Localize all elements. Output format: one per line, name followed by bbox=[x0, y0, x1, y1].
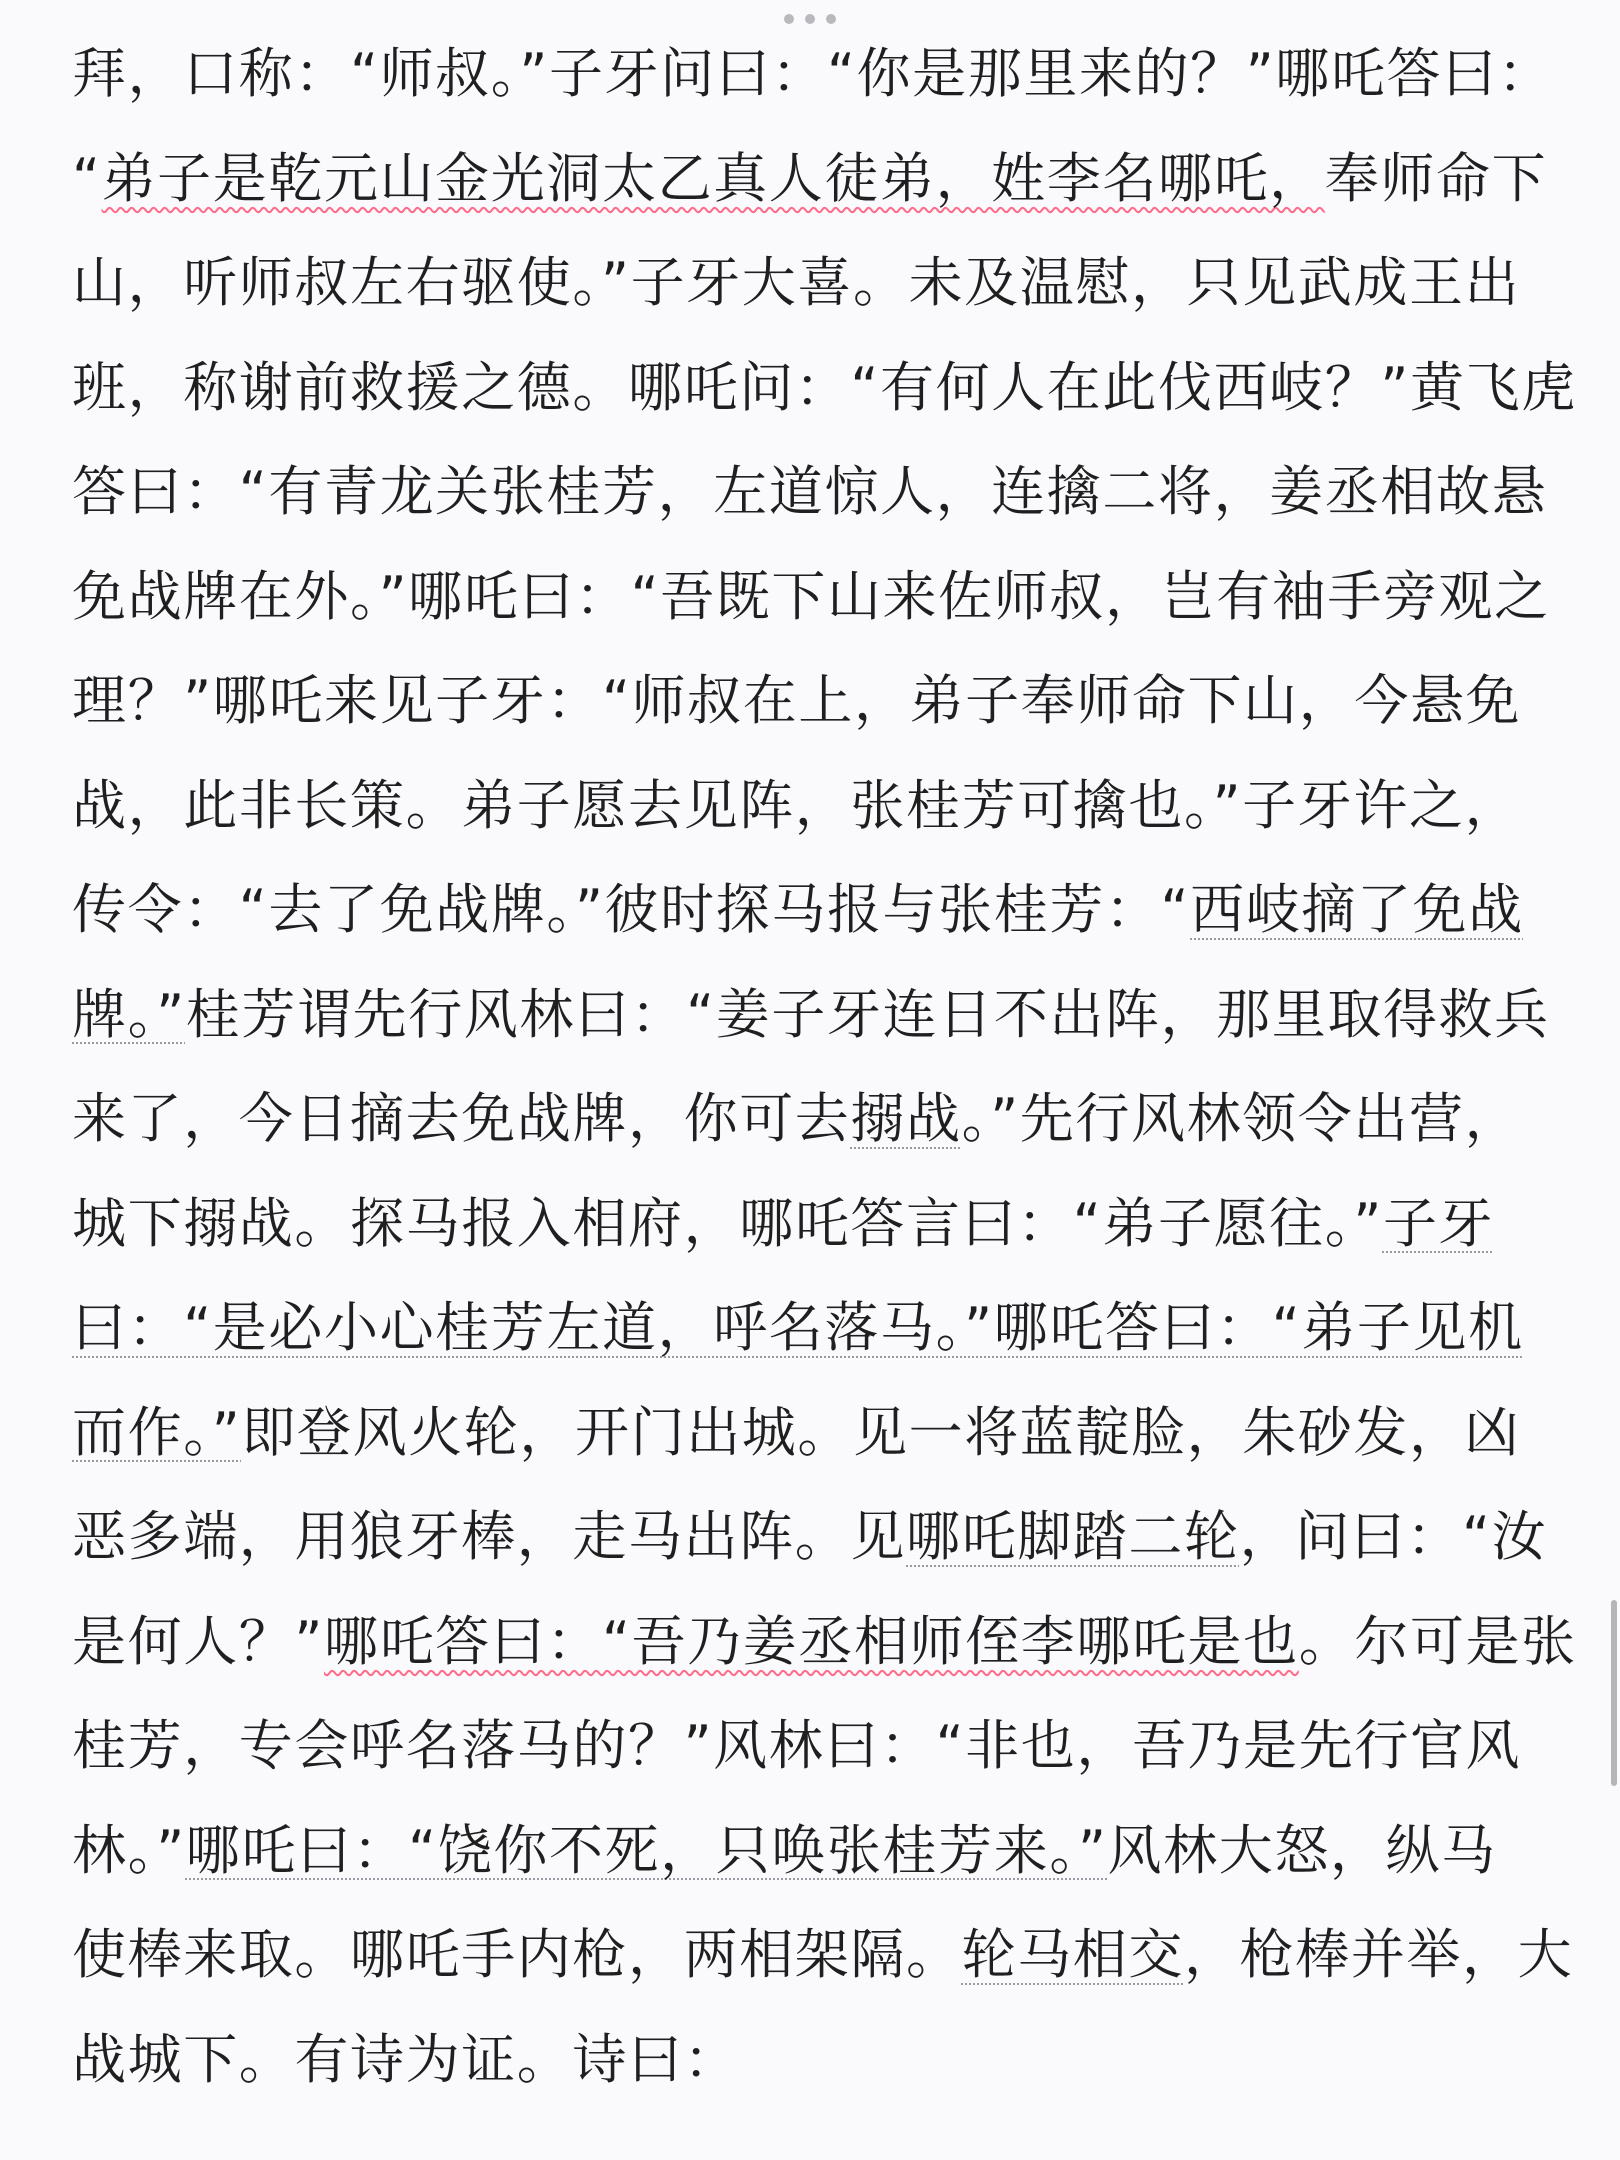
highlight-dotted[interactable]: 牌。” bbox=[72, 982, 186, 1046]
text-segment: 来了，今日摘去免战牌，你可去 bbox=[72, 1087, 851, 1150]
text-segment: 免战牌在外。”哪吒曰：“吾既下山来佐师叔，岂有袖手旁观之 bbox=[72, 564, 1550, 628]
text-segment: 林。” bbox=[72, 1818, 186, 1882]
grip-dot bbox=[826, 14, 836, 24]
text-segment: 桂芳谓先行风林曰：“姜子牙连日不出阵，那里取得救兵 bbox=[185, 982, 1550, 1046]
text-line bbox=[72, 238, 1548, 343]
text-line bbox=[72, 29, 1554, 134]
text-line bbox=[72, 1492, 1548, 1597]
text-line bbox=[72, 1283, 1548, 1388]
text-segment: 。尔可是张 bbox=[1298, 1609, 1577, 1673]
highlight-dotted[interactable]: 哪吒脚踏二轮 bbox=[906, 1505, 1240, 1568]
text-segment: 战，此非长策。弟子愿去见阵，张桂芳可擒也。”子牙许之， bbox=[72, 773, 1521, 837]
text-segment: 即登风火轮，开门出城。见一将蓝靛脸，朱砂发，凶 bbox=[241, 1400, 1521, 1464]
text-line bbox=[72, 656, 1548, 761]
text-line bbox=[72, 1597, 1577, 1702]
text-segment: “ bbox=[72, 146, 102, 210]
grip-dot bbox=[805, 14, 815, 24]
text-segment: 城下搦战。探马报入相府，哪吒答言曰：“弟子愿往。” bbox=[72, 1191, 1383, 1255]
text-line bbox=[72, 552, 1548, 657]
vertical-scrollbar[interactable] bbox=[1611, 1600, 1617, 1786]
text-line bbox=[72, 970, 1548, 1075]
text-segment: ，枪棒并举，大 bbox=[1184, 1923, 1574, 1986]
text-line bbox=[72, 1910, 1574, 2015]
highlight-dotted[interactable]: 子牙 bbox=[1382, 1191, 1495, 1255]
reading-page bbox=[72, 29, 1577, 2119]
text-line bbox=[72, 1074, 1548, 1179]
text-segment: 是何人？” bbox=[72, 1609, 324, 1673]
text-segment: 使棒来取。哪吒手内枪，两相架隔。 bbox=[72, 1923, 962, 1986]
text-line bbox=[72, 1701, 1548, 1806]
text-segment: 传令：“去了免战牌。”彼时探马报与张桂芳：“ bbox=[72, 878, 1191, 941]
drag-handle-icon[interactable] bbox=[784, 10, 836, 28]
text-line bbox=[72, 343, 1577, 448]
highlight-wavy[interactable]: 弟子是乾元山金光洞太乙真人徒弟，姓李名哪吒， bbox=[101, 146, 1325, 210]
text-segment: 奉师命下 bbox=[1324, 146, 1548, 210]
text-line bbox=[72, 1388, 1548, 1493]
text-line bbox=[72, 2015, 1548, 2120]
text-segment: 风林大怒，纵马 bbox=[1107, 1818, 1497, 1882]
highlight-wavy[interactable]: 哪吒答曰：“吾乃姜丞相师侄李哪吒是也 bbox=[323, 1609, 1299, 1673]
text-line bbox=[72, 1179, 1548, 1284]
text-line bbox=[72, 447, 1548, 552]
text-line bbox=[72, 761, 1548, 866]
grip-dot bbox=[784, 14, 794, 24]
text-segment: 拜，口称：“师叔。”子牙问曰：“你是那里来的？”哪吒答曰： bbox=[72, 42, 1554, 105]
text-segment: ，问曰：“汝 bbox=[1239, 1505, 1548, 1568]
text-line bbox=[72, 1806, 1548, 1911]
text-segment: 山，听师叔左右驱使。”子牙大喜。未及温慰，只见武成王出 bbox=[72, 251, 1521, 314]
text-segment: 理？”哪吒来见子牙：“师叔在上，弟子奉师命下山，今悬免 bbox=[72, 669, 1522, 732]
text-segment: 答曰：“有青龙关张桂芳，左道惊人，连擒二将，姜丞相故悬 bbox=[72, 460, 1548, 523]
highlight-dotted[interactable]: 哪吒曰：“饶你不死，只唤张桂芳来。” bbox=[185, 1818, 1108, 1882]
highlight-dotted[interactable]: 搦战 bbox=[850, 1087, 962, 1150]
text-line bbox=[72, 134, 1548, 239]
text-segment: 桂芳，专会呼名落马的？”风林曰：“非也，吾乃是先行官风 bbox=[72, 1714, 1522, 1777]
highlight-dotted[interactable]: 曰：“是必小心桂芳左道，呼名落马。”哪吒答曰：“弟子见机 bbox=[72, 1296, 1524, 1359]
highlight-dotted[interactable]: 轮马相交 bbox=[961, 1923, 1185, 1986]
highlight-dotted[interactable]: 西岐摘了免战 bbox=[1190, 878, 1524, 941]
text-segment: 。”先行风林领令出营， bbox=[961, 1087, 1521, 1150]
text-segment: 战城下。有诗为证。诗曰： bbox=[72, 2027, 740, 2091]
text-segment: 恶多端，用狼牙棒，走马出阵。见 bbox=[72, 1505, 906, 1568]
text-segment: 班，称谢前救援之德。哪吒问：“有何人在此伐西岐？”黄飞虎 bbox=[72, 355, 1577, 419]
text-line bbox=[72, 865, 1548, 970]
highlight-dotted[interactable]: 而作。” bbox=[72, 1400, 242, 1464]
